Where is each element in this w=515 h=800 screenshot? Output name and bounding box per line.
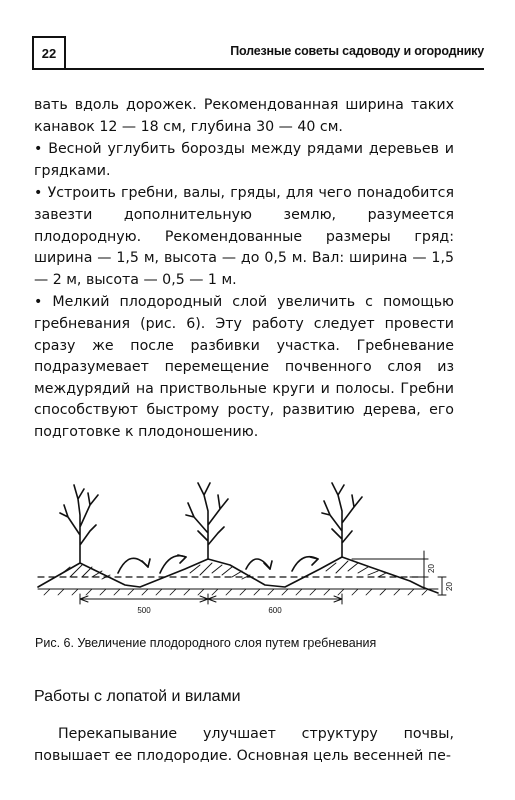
page-number: 22: [32, 36, 66, 70]
dimension-label-20-top: 20: [427, 564, 436, 573]
section-body: [34, 724, 454, 767]
bullet-item: • Мелкий плодородный слой увеличить с помощью гребневания (рис. 6). Эту работу следует провести сразу же после разбивки участка. Гребневание подразумевает перемещение почвенного слоя из междурядий на приствольные круги и полосы. Гребни способствуют быстрому росту, развитию дерева, его подготовке к плодоношению.: [34, 294, 454, 440]
dimension-label-600: 600: [268, 606, 282, 615]
tree-3: [322, 483, 362, 557]
arrow: [118, 558, 148, 573]
tree-2: [186, 483, 228, 559]
paragraph: вать вдоль дорожек. Рекомендованная ширина таких канавок 12 — 18 см, глубина 30 — 40 см.: [34, 97, 454, 135]
body-text: [34, 95, 454, 444]
paragraph: Перекапывание улучшает структуру почвы, повышает ее плодородие. Основная цель весенней пе-: [34, 726, 454, 764]
dimension-label-500: 500: [137, 606, 151, 615]
page-header: [32, 34, 484, 74]
ridge-profile: [38, 557, 438, 593]
figure-caption: Рис. 6. Увеличение плодородного слоя путем гребневания: [35, 636, 377, 650]
running-title: Полезные советы садоводу и огороднику: [230, 44, 484, 58]
tree-1: [60, 485, 98, 563]
section-heading: Работы с лопатой и вилами: [34, 688, 241, 705]
dimension-label-20-bottom: 20: [445, 582, 454, 591]
ridging-diagram: [30, 455, 465, 625]
bullet-item: • Устроить гребни, валы, гряды, для чего понадобится завезти дополнительную землю, разумеется плодородную. Рекомендованные размеры гряд: ширина — 1,5 м, высота — до 0,5 м. Вал: ширина — 1,5 — 2 м, высота — 0,5 — 1 м.: [34, 185, 454, 288]
header-rule: [66, 68, 484, 70]
figure-ridging-diagram: [30, 455, 465, 625]
arrow: [246, 559, 270, 569]
bullet-item: • Весной углубить борозды между рядами деревьев и грядками.: [34, 141, 454, 179]
